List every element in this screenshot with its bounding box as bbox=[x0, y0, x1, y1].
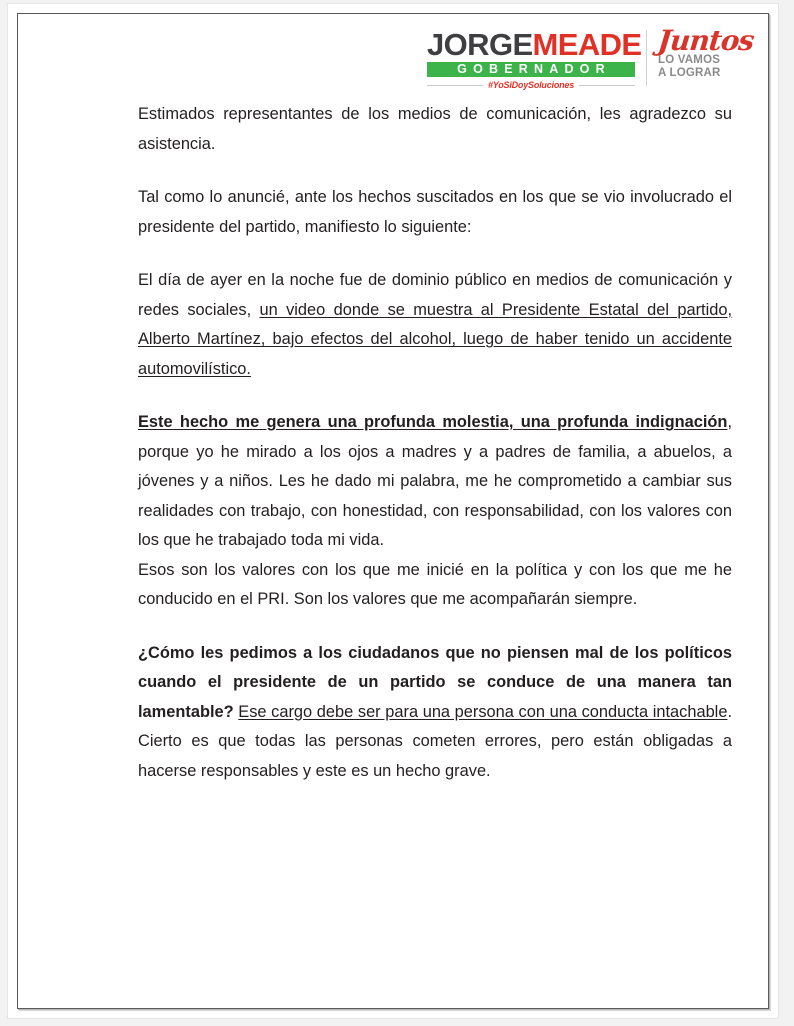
page-border-frame bbox=[17, 13, 769, 1009]
document-page bbox=[8, 4, 778, 1018]
campaign-logo-tagline-row bbox=[427, 80, 635, 90]
text-run: Estimados representantes de los medios de comunicación, les agradezco su asistencia. bbox=[138, 105, 732, 153]
tagline-rule-left bbox=[427, 85, 483, 86]
coalition-logo bbox=[656, 24, 756, 79]
coalition-logo-script: Juntos bbox=[656, 24, 756, 57]
text-run: , porque yo he mirado a los ojos a madres y a padres de familia, a abuelos, a jóvenes y a niños. Les he dado mi palabra, me he comprometido a cambiar sus realidades con trabajo, con honestidad, con responsabilidad, con los valores con los que he trabajado toda mi vida. bbox=[138, 413, 732, 549]
text-run: Tal como lo anuncié, ante los hechos suscitados en los que se vio involucrado el presidente del partido, manifiesto lo siguiente: bbox=[138, 188, 732, 236]
coalition-logo-line1: LO VAMOS bbox=[658, 54, 721, 66]
coalition-logo-line2: A LOGRAR bbox=[658, 66, 721, 79]
document-header bbox=[42, 24, 756, 100]
text-run-underlined: un video donde se muestra al Presidente Estatal del partido, Alberto Martínez, bajo efectos del alcohol, luego de haber tenido un accidente automovilístico. bbox=[138, 300, 733, 378]
campaign-hashtag: #YoSiDoySoluciones bbox=[487, 80, 575, 90]
page-content bbox=[18, 14, 768, 1008]
paragraph-announcement bbox=[138, 183, 732, 242]
text-run-underlined-bold: Este hecho me genera una profunda molestia, una profunda indignación bbox=[138, 413, 728, 431]
text-run-underlined: Ese cargo debe ser para una persona con una conducta intachable bbox=[238, 702, 728, 721]
logo-divider bbox=[646, 30, 647, 86]
paragraph-question bbox=[138, 639, 732, 787]
statement-body bbox=[42, 100, 744, 786]
paragraph-indignation bbox=[138, 408, 732, 556]
text-run: . Cierto es que todas las personas cometen errores, pero están obligadas a hacerse responsables y este es un hecho grave. bbox=[138, 702, 733, 780]
text-run: El día de ayer en la noche fue de dominio público en medios de comunicación y redes sociales, bbox=[138, 271, 732, 319]
paragraph-values bbox=[138, 556, 732, 615]
tagline-rule-right bbox=[579, 85, 635, 86]
campaign-logo-last-name: MEADE bbox=[532, 27, 642, 62]
paragraph-video-facts bbox=[138, 266, 732, 384]
text-run: Esos son los valores con los que me inicié en la política y con los que me he conducido en el PRI. Son los valores que me acompañarán siempre. bbox=[138, 560, 732, 608]
text-run-bold: ¿Cómo les pedimos a los ciudadanos que no piensen mal de los políticos cuando el presidente de un partido se conduce de una manera tan lamentable? bbox=[138, 643, 732, 721]
campaign-logo bbox=[427, 24, 642, 90]
campaign-logo-wordmark bbox=[427, 27, 642, 62]
campaign-logo-first-name: JORGE bbox=[427, 27, 533, 62]
campaign-logo-subtitle: GOBERNADOR bbox=[427, 62, 635, 77]
paragraph-greeting bbox=[138, 100, 732, 159]
